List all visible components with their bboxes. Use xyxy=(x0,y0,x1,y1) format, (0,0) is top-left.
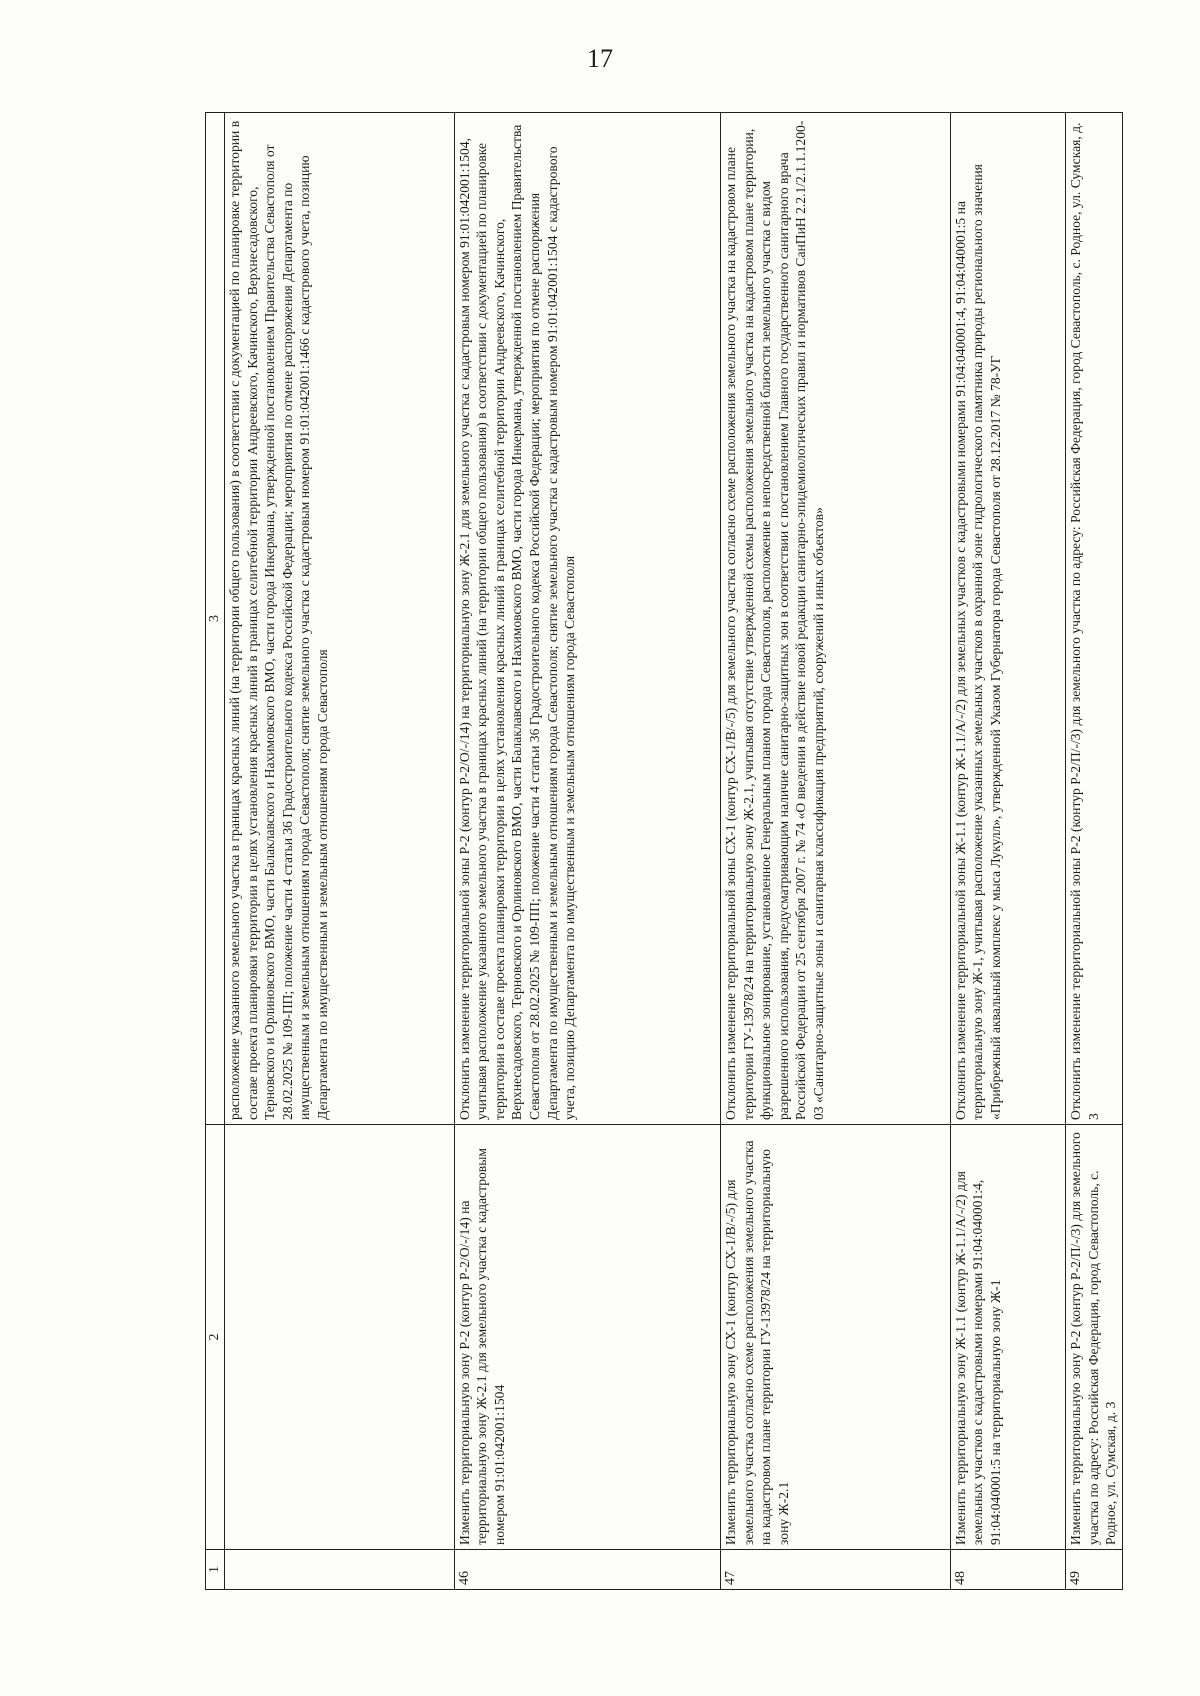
row-decision: Отклонить изменение территориальной зоны Р-2 (контур Р-2/П/-/3) для земельного участка по адресу: Российская Федерация, город Севастополь, с. Родное, ул. Сумская, д. 3 xyxy=(1066,113,1123,1125)
row-number: 48 xyxy=(950,1550,1065,1590)
table-row xyxy=(454,113,720,1590)
row-number: 46 xyxy=(454,1550,720,1590)
header-col-3: 3 xyxy=(206,113,225,1125)
row-proposal: Изменить территориальную зону Р-2 (контур Р-2/П/-/3) для земельного участка по адресу: Российская Федерация, город Севастополь, с. Родное, ул. Сумская, д. 3 xyxy=(1066,1125,1123,1550)
table-row xyxy=(1066,113,1123,1590)
row-number: 47 xyxy=(721,1550,951,1590)
page-number: 17 xyxy=(587,44,613,73)
row-proposal xyxy=(225,1125,455,1550)
row-proposal: Изменить территориальную зону СХ-1 (контур СХ-1/В/-/5) для земельного участка согласно схеме расположения земельного участка на кадастровом плане территории ГУ-13978/24 на территориальную зону Ж-2.1 xyxy=(721,1125,951,1550)
row-number xyxy=(225,1550,455,1590)
table-row xyxy=(721,113,951,1590)
row-decision: расположение указанного земельного участка в границах красных линий (на территории общего пользования) в соответствии с документацией по планировке территории в составе проекта планировки территории в целях установления красных линий в границах селитебной территории Андреевского, Качинского, Верхнесадовского, Терновского и Орлиновского ВМО, части Балаклавского и Нахимовского ВМО, части города Инкермана, утвержденной постановлением Правительства Севастополя от 28.02.2025 № 109-ПП; положение части 4 статьи 36 Градостроительного кодекса Российской Федерации; мероприятия по отмене распоряжения Департамента по имущественным и земельным отношениям города Севастополя; снятие земельного участка с кадастровым номером 91:01:042001:1466 с кадастрового учета, позицию Департамента по имущественным и земельным отношениям города Севастополя xyxy=(225,113,455,1125)
rotated-table-container xyxy=(205,112,1123,1590)
row-proposal: Изменить территориальную зону Р-2 (контур Р-2/О/-/14) на территориальную зону Ж-2.1 для земельного участка с кадастровым номером 91:01:042001:1504 xyxy=(454,1125,720,1550)
row-decision: Отклонить изменение территориальной зоны Ж-1.1 (контур Ж-1.1/А/-/2) для земельных участков с кадастровыми номерами 91:04:040001:4, 91:04:040001:5 на территориальную зону Ж-1, учитывая расположение указанных земельных участков в охранной зоне гидрологического памятника природы регионального значения «Прибрежный аквальный комплекс у мыса Лукулл», утвержденной Указом Губернатора города Севастополя от 28.12.2017 № 78-УГ xyxy=(950,113,1065,1125)
table-header-row xyxy=(206,113,225,1590)
header-col-1: 1 xyxy=(206,1550,225,1590)
decisions-table xyxy=(205,112,1123,1590)
header-col-2: 2 xyxy=(206,1125,225,1550)
row-number: 49 xyxy=(1066,1550,1123,1590)
row-decision: Отклонить изменение территориальной зоны Р-2 (контур Р-2/О/-/14) на территориальную зону Ж-2.1 для земельного участка с кадастровым номером 91:01:042001:1504, учитывая расположение указанного земельного участка в границах красных линий (на территории общего пользования) в соответствии с документацией по планировке территории в составе проекта планировки территории в целях установления красных линий в границах селитебной территории Андреевского, Качинского, Верхнесадовского, Терновского и Орлиновского ВМО, части Балаклавского и Нахимовского ВМО, части города Инкермана, утвержденной постановлением Правительства Севастополя от 28.02.2025 № 109-ПП; положение части 4 статьи 36 Градостроительного кодекса Российской Федерации; мероприятия по отмене распоряжения Департамента по имущественным и земельным отношениям города Севастополя; снятие земельного участка с кадастровым номером 91:01:042001:1504 с кадастрового учета, позицию Департамента по имущественным и земельным отношениям города Севастополя xyxy=(454,113,720,1125)
table-row xyxy=(225,113,455,1590)
row-proposal: Изменить территориальную зону Ж-1.1 (контур Ж-1.1/А/-/2) для земельных участков с кадастровыми номерами 91:04:040001:4, 91:04:040001:5 на территориальную зону Ж-1 xyxy=(950,1125,1065,1550)
table-row xyxy=(950,113,1065,1590)
row-decision: Отклонить изменение территориальной зоны СХ-1 (контур СХ-1/В/-/5) для земельного участка согласно схеме расположения земельного участка на кадастровом плане территории ГУ-13978/24 на территориальную зону Ж-2.1, учитывая отсутствие утвержденной схемы расположения земельного участка на кадастровом плане территории, функциональное зонирование, установленное Генеральным планом города Севастополя, расположение в непосредственной близости земельного участка с видом разрешенного использования, предусматривающим наличие санитарно-защитных зон в соответствии с постановлением Главного государственного санитарного врача Российской Федерации от 25 сентября 2007 г. № 74 «О введении в действие новой редакции санитарно-эпидемиологических правил и нормативов СанПиН 2.2.1/2.1.1.1200-03 «Санитарно-защитные зоны и санитарная классификация предприятий, сооружений и иных объектов» xyxy=(721,113,951,1125)
